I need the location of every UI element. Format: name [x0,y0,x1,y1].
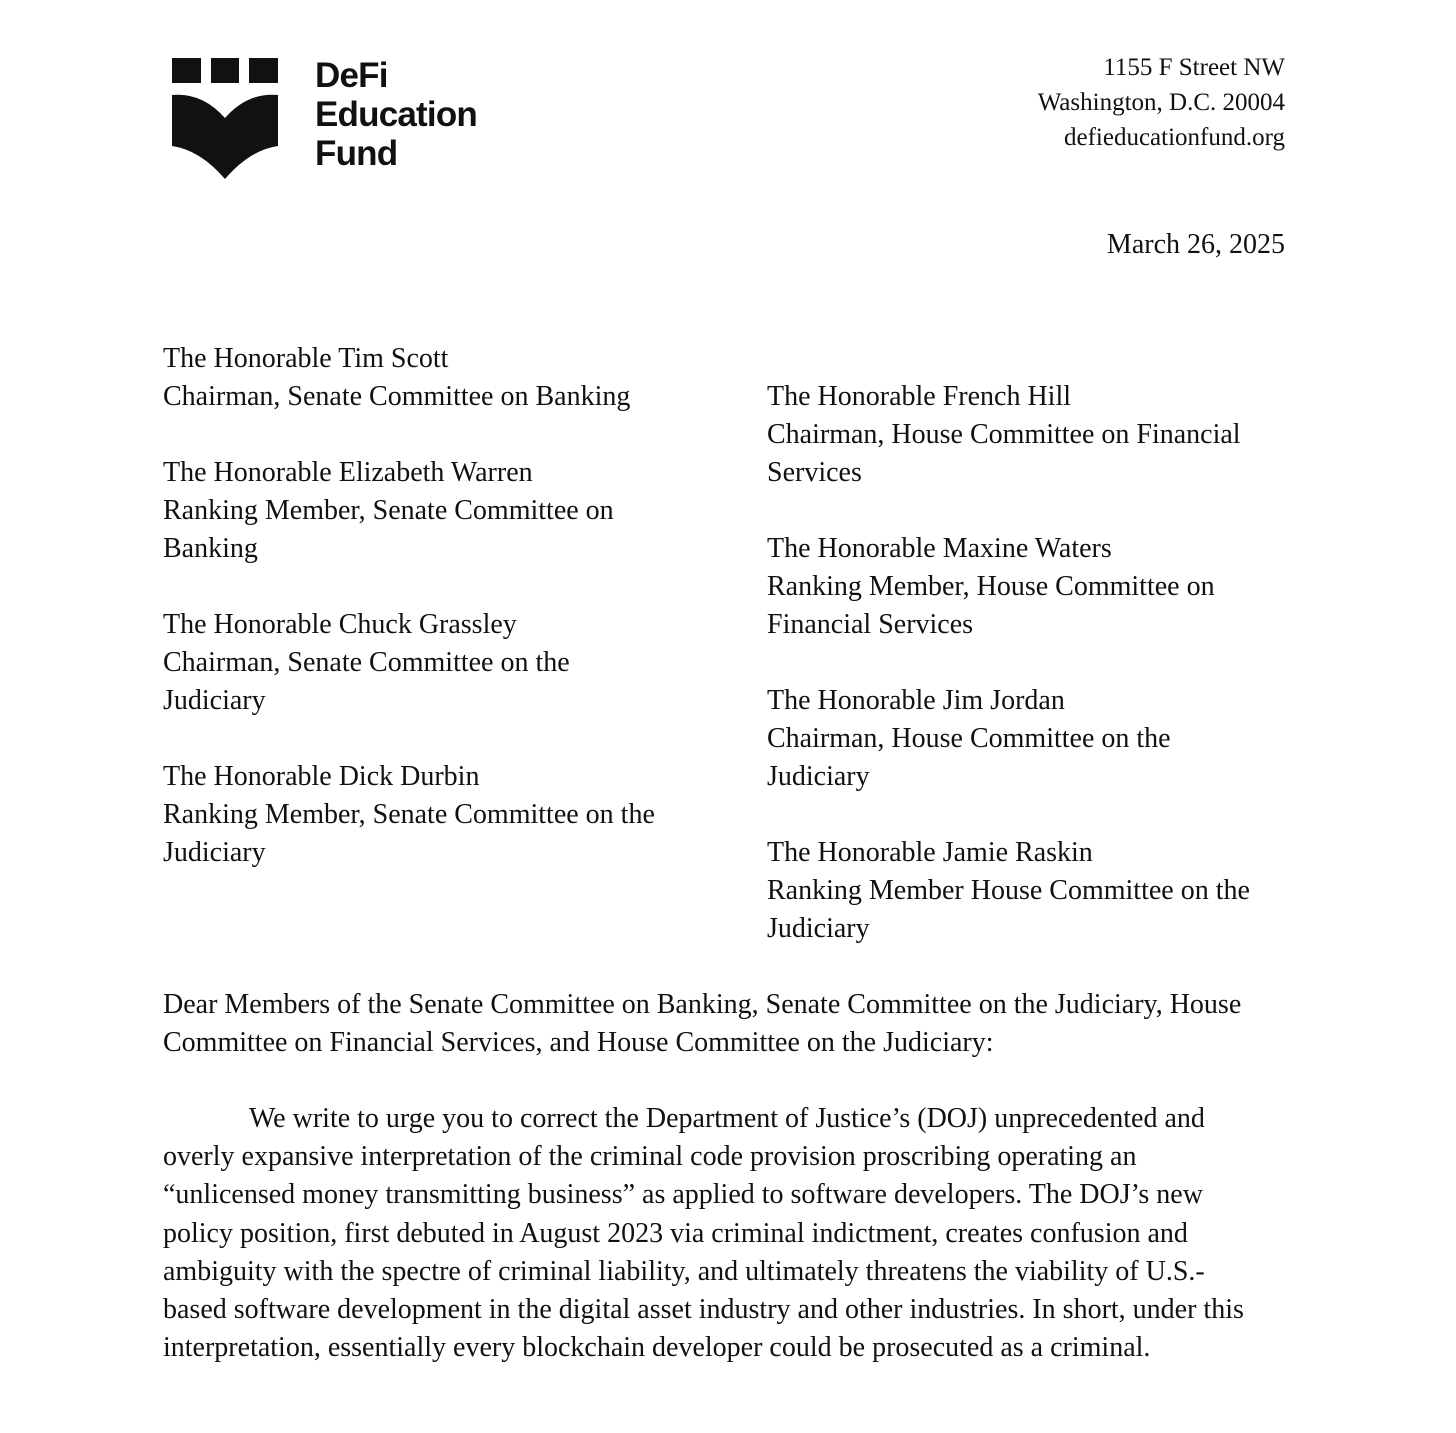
recipient-block [163,454,723,568]
recipient-title-line: Chairman, Senate Committee on the [163,647,570,678]
address-website: defieducationfund.org [1064,124,1285,151]
recipient-title-line: Chairman, House Committee on the [767,723,1171,754]
address-street: 1155 F Street NW [1103,54,1285,81]
recipient-name: The Honorable Tim Scott [163,343,449,374]
recipient-title-line: Ranking Member, Senate Committee on the [163,799,655,830]
recipient-title-line: Services [767,457,862,488]
recipient-block [163,758,723,872]
recipient-title-line: Ranking Member, House Committee on [767,571,1215,602]
logo-wordmark [315,56,477,173]
sender-address [1038,50,1285,155]
recipient-name: The Honorable Elizabeth Warren [163,457,533,488]
recipient-name: The Honorable French Hill [767,381,1072,412]
recipient-title-line: Judiciary [767,913,870,944]
recipient-title-line: Banking [163,533,258,564]
recipient-title-line: Judiciary [163,685,266,716]
recipient-block [767,834,1287,948]
salutation: Dear Members of the Senate Committee on Banking, Senate Committee on the Judiciary, House Committee on Financial Services, and House Committee on the Judiciary: [163,989,1242,1058]
recipient-name: The Honorable Maxine Waters [767,533,1112,564]
logo-word-2: Education [315,95,477,134]
recipient-title-line: Judiciary [163,837,266,868]
recipients-house-column [767,378,1287,986]
recipient-title-line: Judiciary [767,761,870,792]
logo-word-3: Fund [315,134,398,173]
book-shield-logo-icon [172,58,278,180]
recipient-title-line: Ranking Member House Committee on the [767,875,1250,906]
recipient-name: The Honorable Dick Durbin [163,761,480,792]
recipient-title-line: Financial Services [767,609,974,640]
recipient-title-line: Chairman, House Committee on Financial [767,419,1241,450]
recipient-title-line: Chairman, Senate Committee on Banking [163,381,631,412]
logo-word-1: DeFi [315,56,388,95]
body-paragraph: We write to urge you to correct the Department of Justice’s (DOJ) unprecedented and overly expansive interpretation of the criminal code provision proscribing operating an “unlicensed money transmitting business” as applied to software developers. The DOJ’s new policy position, first debuted in August 2023 via criminal indictment, creates confusion and ambiguity with the spectre of criminal liability, and ultimately threatens the viability of U.S.-based software development in the digital asset industry and other industries. In short, under this interpretation, essentially every blockchain developer could be prosecuted as a criminal. [163,1103,1244,1364]
defi-education-fund-logo [172,56,502,186]
recipient-name: The Honorable Chuck Grassley [163,609,517,640]
recipient-block [767,682,1287,796]
recipients-senate-column [163,340,723,910]
address-city: Washington, D.C. 20004 [1037,89,1285,116]
recipient-block [163,606,723,720]
recipient-name: The Honorable Jamie Raskin [767,837,1093,868]
letter-date: March 26, 2025 [1106,229,1285,260]
recipient-title-line: Ranking Member, Senate Committee on [163,495,614,526]
recipient-block [767,530,1287,644]
recipient-block [767,378,1287,492]
recipient-name: The Honorable Jim Jordan [767,685,1065,716]
recipient-block [163,340,723,416]
